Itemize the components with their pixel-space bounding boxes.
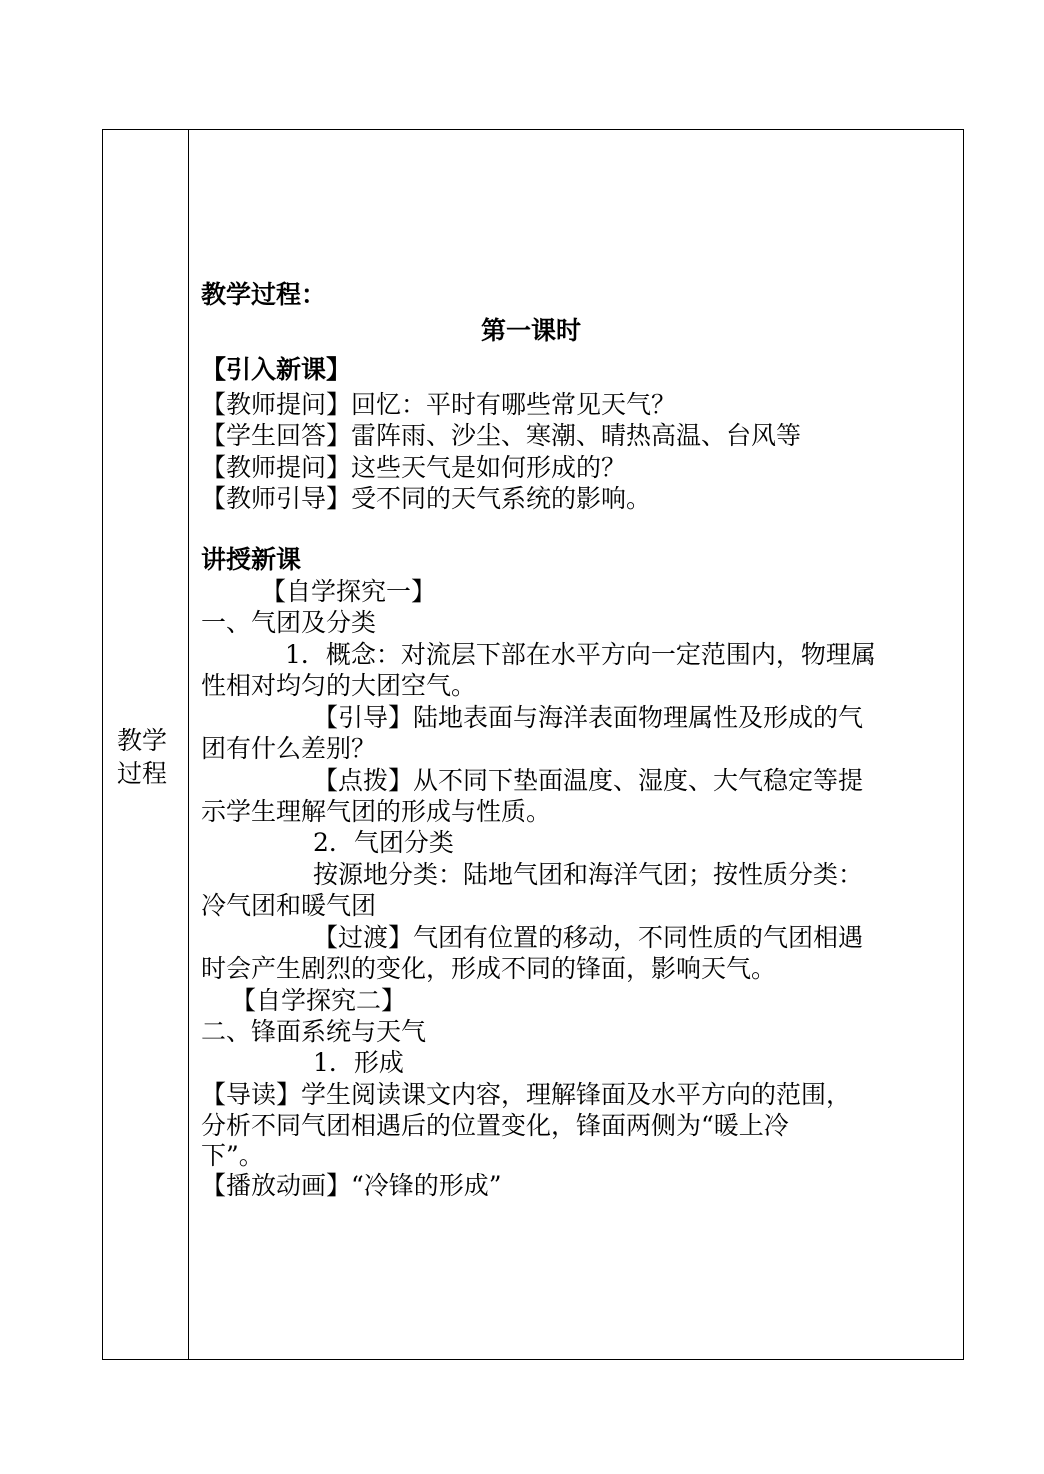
text-line: 一、气团及分类: [201, 608, 377, 637]
row-label-line-1: 教学: [117, 726, 168, 755]
text-line: 性相对均匀的大团空气。: [201, 671, 477, 700]
text-line: 冷气团和暖气团: [201, 891, 377, 920]
text-line: 1．概念：对流层下部在水平方向一定范围内，物理属: [285, 640, 876, 669]
text-line: 【教师提问】这些天气是如何形成的？: [201, 453, 627, 482]
text-line: 【自学探究二】: [231, 986, 407, 1015]
text-line: 1．形成: [313, 1048, 404, 1077]
lesson-subtitle: 第一课时: [480, 316, 581, 345]
text-line: 【点拨】从不同下垫面温度、湿度、大气稳定等提: [313, 766, 864, 795]
label-cell: [103, 130, 189, 1359]
text-line: 按源地分类：陆地气团和海洋气团；按性质分类：: [313, 860, 864, 889]
text-line: 示学生理解气团的形成与性质。: [201, 797, 552, 826]
text-line: 【引导】陆地表面与海洋表面物理属性及形成的气: [313, 703, 864, 732]
text-line: 时会产生剧烈的变化，形成不同的锋面，影响天气。: [201, 954, 777, 983]
text-line: 下”。: [201, 1141, 264, 1170]
text-line: 【学生回答】雷阵雨、沙尘、寒潮、晴热高温、台风等: [201, 421, 802, 450]
row-label: [117, 724, 177, 790]
row-label-line-2: 过程: [117, 759, 168, 788]
text-line: 【导读】学生阅读课文内容，理解锋面及水平方向的范围，: [201, 1080, 852, 1109]
text-line: 【播放动画】“冷锋的形成”: [201, 1171, 502, 1200]
text-line: 2．气团分类: [313, 828, 454, 857]
text-line: 【教师引导】受不同的天气系统的影响。: [201, 484, 652, 513]
text-line: 【过渡】气团有位置的移动，不同性质的气团相遇: [313, 923, 864, 952]
intro-heading: 【引入新课】: [201, 355, 352, 384]
text-line: 二、锋面系统与天气: [201, 1017, 427, 1046]
lesson-table: [102, 129, 964, 1360]
text-line: 团有什么差别？: [201, 734, 377, 763]
new-lesson-heading: 讲授新课: [201, 545, 302, 574]
section-title: 教学过程：: [201, 280, 327, 309]
text-line: 【教师提问】回忆：平时有哪些常见天气？: [201, 390, 677, 419]
text-line: 【自学探究一】: [261, 577, 437, 606]
text-line: 分析不同气团相遇后的位置变化，锋面两侧为“暖上冷: [201, 1111, 789, 1140]
